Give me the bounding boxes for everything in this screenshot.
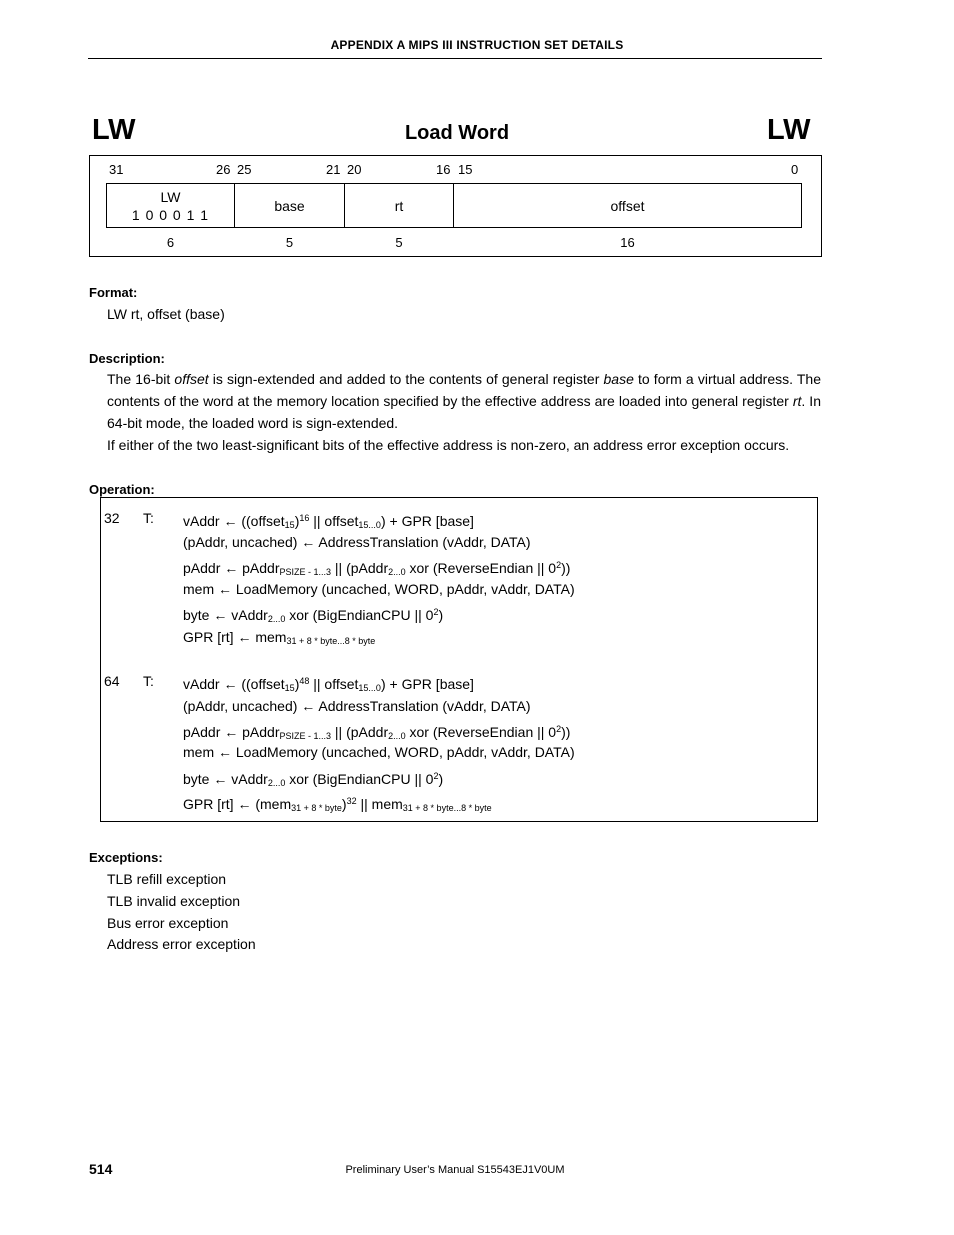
exceptions-heading: Exceptions: — [89, 850, 163, 865]
bit-label-16: 16 — [436, 162, 451, 177]
op64-line-2: (pAddr, uncached) ← AddressTranslation (vAddr, DATA) — [183, 698, 531, 714]
field-offset-width: 16 — [620, 235, 635, 250]
field-base-width: 5 — [285, 235, 294, 250]
bit-label-20: 20 — [347, 162, 362, 177]
op64-line-5: byte ← vAddr$_{2...0}$ xor (BigEndianCPU || $0^2$) — [183, 771, 444, 788]
desc-text: The 16-bit — [107, 371, 175, 387]
op64-line-4: mem ← LoadMemory (uncached, WORD, pAddr, vAddr, DATA) — [183, 744, 575, 760]
description-paragraph-1 — [107, 368, 821, 434]
op32-line-5: byte ← vAddr$_{2...0}$ xor (BigEndianCPU || $0^2$) — [183, 607, 444, 624]
exception-item: Address error exception — [107, 936, 256, 952]
instruction-title: Load Word — [404, 122, 510, 144]
description-body — [107, 368, 821, 456]
desc-term-rt: rt — [792, 393, 802, 409]
field-rt — [344, 183, 454, 228]
op-timing-64: T: — [143, 673, 154, 689]
format-syntax: LW rt, offset (base) — [107, 306, 225, 322]
bit-label-21: 21 — [326, 162, 341, 177]
op32-line-4: mem ← LoadMemory (uncached, WORD, pAddr, vAddr, DATA) — [183, 581, 575, 597]
field-offset-name: offset — [610, 197, 645, 214]
op-mode-32: 32 — [104, 510, 120, 526]
bit-label-15: 15 — [458, 162, 473, 177]
running-header: APPENDIX A MIPS III INSTRUCTION SET DETAILS — [330, 38, 624, 52]
desc-text: to form a virtual address. The contents of the word at the memory location specified by the effective address are loaded into general register — [107, 371, 821, 409]
exception-item: TLB refill exception — [107, 871, 227, 887]
field-opcode-width: 6 — [166, 235, 175, 250]
bit-label-25: 25 — [237, 162, 252, 177]
desc-term-offset: offset — [174, 371, 209, 387]
field-base — [234, 183, 345, 228]
footer-document-id: Preliminary User’s Manual S15543EJ1V0UM — [345, 1164, 565, 1176]
field-base-name: base — [274, 197, 305, 214]
op-timing-32: T: — [143, 510, 154, 526]
field-opcode-value: 1 0 0 0 1 1 — [131, 206, 210, 223]
exception-item: TLB invalid exception — [107, 893, 241, 909]
format-heading: Format: — [89, 285, 138, 300]
description-paragraph-2: If either of the two least-significant bits of the effective address is non-zero, an address error exception occurs. — [107, 437, 790, 453]
op-mode-64: 64 — [104, 673, 120, 689]
op32-line-1: vAddr ← ((offset$_{15}$)$^{16}$ || offset$_{15...0}$) + GPR [base] — [183, 513, 474, 530]
desc-text: . In 64-bit mode, the loaded word is sign-extended. — [107, 393, 821, 431]
operation-heading: Operation: — [89, 482, 155, 497]
op32-line-2: (pAddr, uncached) ← AddressTranslation (vAddr, DATA) — [183, 534, 531, 550]
field-rt-width: 5 — [395, 235, 403, 250]
page-number: 514 — [89, 1161, 113, 1177]
header-rule — [88, 58, 822, 59]
field-offset — [453, 183, 802, 228]
exception-item: Bus error exception — [107, 915, 229, 931]
bit-label-26: 26 — [216, 162, 231, 177]
op64-line-1: vAddr ← ((offset$_{15}$)$^{48}$ || offset$_{15...0}$) + GPR [base] — [183, 676, 474, 693]
op64-line-3: pAddr ← pAddr$_{PSIZE - 1...3}$ || (pAddr$_{2...0}$ xor (ReverseEndian || $0^2$)) — [183, 724, 571, 741]
mnemonic-left: LW — [92, 114, 136, 146]
field-rt-name: rt — [394, 197, 404, 214]
mnemonic-right: LW — [767, 114, 811, 146]
bit-label-31: 31 — [109, 162, 124, 177]
desc-text: is sign-extended and added to the contents of general register — [208, 371, 604, 387]
op64-line-6: GPR [rt] ← $(mem_{31 + 8 * byte})^{32}$ || mem$_{31 + 8 * byte...8 * byte}$ — [183, 796, 492, 813]
bit-label-0: 0 — [791, 162, 799, 177]
field-opcode — [106, 183, 235, 228]
desc-term-base: base — [603, 371, 634, 387]
field-opcode-name: LW — [160, 188, 181, 205]
description-heading: Description: — [89, 351, 165, 366]
op32-line-6: GPR [rt] ← mem$_{31 + 8 * byte...8 * byte}$ — [183, 629, 376, 646]
op32-line-3: pAddr ← pAddr$_{PSIZE - 1...3}$ || (pAddr$_{2...0}$ xor (ReverseEndian || $0^2$)) — [183, 560, 571, 577]
